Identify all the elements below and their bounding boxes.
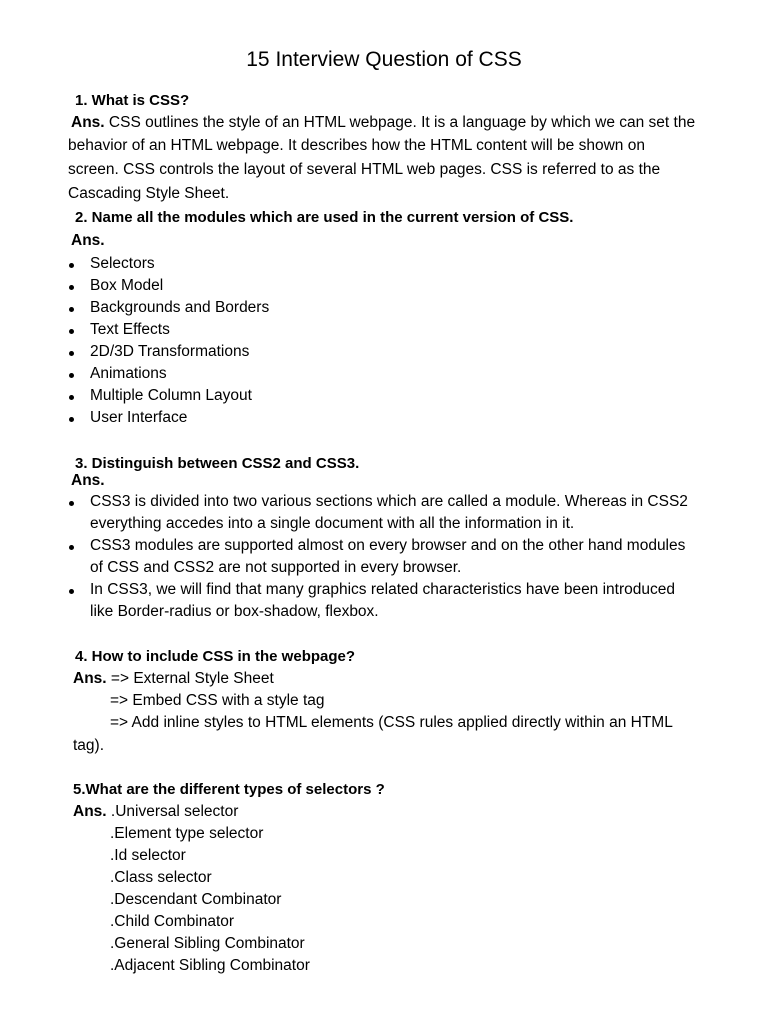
answer-4-line-2: => Embed CSS with a style tag [110,692,325,709]
answer-4-line-4: tag). [73,737,105,754]
selector-item: .Class selector [110,869,212,886]
answer-1-line-2: behavior of an HTML webpage. It describes how the HTML content will be shown on [68,137,645,154]
bullet-icon [69,395,74,400]
module-item: Box Model [90,277,164,294]
answer-text: .Universal selector [110,803,239,820]
page-title: 15 Interview Question of CSS [246,48,522,71]
answer-label: Ans. [71,114,105,131]
module-item: Multiple Column Layout [90,387,252,404]
question-2: 2. Name all the modules which are used in the current version of CSS. [75,209,574,226]
selector-item: .Descendant Combinator [110,891,282,908]
answer-5-line-1 [73,803,238,821]
answer-1-line-1 [71,114,695,132]
bullet-icon [69,545,74,550]
module-item: Backgrounds and Borders [90,299,270,316]
module-item: 2D/3D Transformations [90,343,250,360]
bullet-icon [69,373,74,378]
answer-3-line: everything accedes into a single document with all the information in it. [90,515,575,532]
question-4: 4. How to include CSS in the webpage? [75,648,356,665]
question-5: 5.What are the different types of selectors ? [73,781,385,798]
selector-item: .Adjacent Sibling Combinator [110,957,310,974]
answer-label: Ans. [73,803,107,820]
question-3: 3. Distinguish between CSS2 and CSS3. [75,455,360,472]
selector-item: .General Sibling Combinator [110,935,305,952]
answer-3-line: In CSS3, we will find that many graphics related characteristics have been introduced [90,581,675,598]
bullet-icon [69,501,74,506]
module-item: Animations [90,365,167,382]
answer-text: CSS outlines the style of an HTML webpage. It is a language by which we can set the [108,114,696,131]
answer-4-line-3: => Add inline styles to HTML elements (CSS rules applied directly within an HTML [110,714,673,731]
module-item: Selectors [90,255,155,272]
module-item: User Interface [90,409,188,426]
bullet-icon [69,329,74,334]
bullet-icon [69,351,74,356]
bullet-icon [69,285,74,290]
answer-3-line: CSS3 is divided into two various sections which are called a module. Whereas in CSS2 [90,493,688,510]
answer-4-line-1 [73,670,274,688]
answer-3-line: CSS3 modules are supported almost on every browser and on the other hand modules [90,537,686,554]
answer-3-line: like Border-radius or box-shadow, flexbox. [90,603,379,620]
answer-1-line-4: Cascading Style Sheet. [68,185,230,202]
answer-label: Ans. [73,670,107,687]
bullet-icon [69,417,74,422]
question-1: 1. What is CSS? [75,92,190,109]
module-item: Text Effects [90,321,170,338]
selector-item: .Id selector [110,847,186,864]
answer-2-label: Ans. [71,232,105,249]
answer-3-line: of CSS and CSS2 are not supported in every browser. [90,559,462,576]
bullet-icon [69,307,74,312]
answer-1-line-3: screen. CSS controls the layout of several HTML web pages. CSS is referred to as the [68,161,661,178]
answer-3-label: Ans. [71,472,105,489]
selector-item: .Element type selector [110,825,264,842]
bullet-icon [69,263,74,268]
selector-item: .Child Combinator [110,913,235,930]
bullet-icon [69,589,74,594]
answer-text: => External Style Sheet [110,670,274,687]
